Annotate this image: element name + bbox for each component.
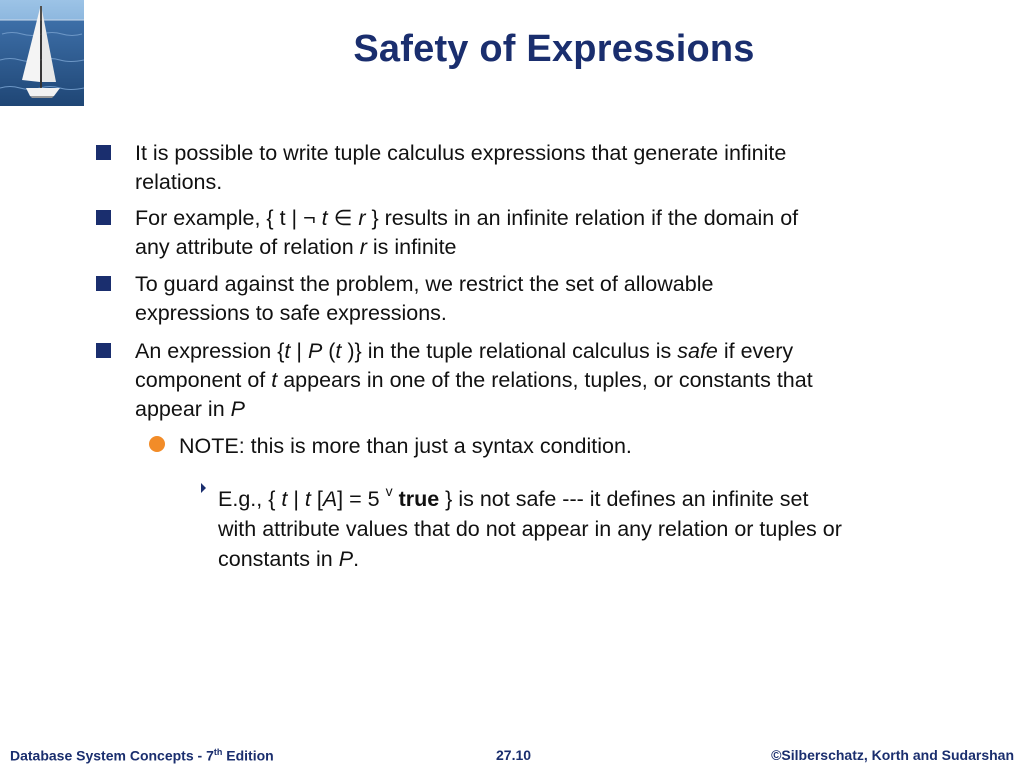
text-run: | [287,487,305,511]
text-run: )} in the tuple relational calculus is [341,339,678,363]
var-t: t [281,487,288,511]
negation-symbol: ¬ [303,206,316,230]
text-run: . [353,547,360,571]
text-run: } is not safe --- it defines an infinite set [439,487,809,511]
text-run: th [213,747,223,757]
footer-copyright: ©Silberschatz, Korth and Sudarshan [771,747,1014,763]
triangle-bullet-icon [199,476,209,496]
text-run: } results in an infinite relation if the domain of [365,206,799,230]
footer-slide-number: 27.10 [496,747,532,763]
bullet-4-line-2 [135,366,915,395]
text-run: is infinite [366,235,457,259]
text-run: [ [310,487,323,511]
var-p: P [307,339,323,363]
bullet-1-line-2: relations. [135,170,223,194]
text-run: E.g., { [218,487,282,511]
text-run: if every [717,339,794,363]
var-r: r [359,235,367,259]
bullet-2-line-2 [135,233,915,262]
example-line-2: with attribute values that do not appear in any relation or tuples or [218,517,842,541]
square-bullet-icon [96,343,111,358]
footer-book-title [10,747,274,764]
var-p: P [230,397,245,421]
square-bullet-icon [96,276,111,291]
bullet-3-line-1: To guard against the problem, we restrict the set of allowable [135,272,714,296]
var-t: t [335,339,342,363]
var-t: t [271,368,278,392]
note-text: NOTE: this is more than just a syntax condition. [179,434,632,458]
bullet-4-line-3 [135,395,915,424]
var-t: t [284,339,291,363]
var-t: t [304,487,311,511]
text-run: An expression { [135,339,285,363]
text-run: any attribute of relation [135,235,360,259]
or-symbol: v [385,483,393,499]
example-line-1 [218,476,933,514]
text-run: ( [322,339,336,363]
example-line-3 [218,544,933,574]
term-true: true [398,487,440,511]
text-run: For example, { t | [135,206,304,230]
square-bullet-icon [96,210,111,225]
bullet-1-line-1: It is possible to write tuple calculus expressions that generate infinite [135,141,787,165]
text-run: Database System Concepts - 7 [10,747,214,764]
element-of-symbol: ∈ [333,206,353,230]
var-a: A [322,487,338,511]
bullet-3-line-2: expressions to safe expressions. [135,301,447,325]
var-t: t [315,206,334,230]
text-run: component of [135,368,272,392]
square-bullet-icon [96,145,111,160]
bullet-4-line-1 [135,337,915,366]
circle-bullet-icon [149,436,165,452]
slide-title: Safety of Expressions [353,28,755,70]
var-r: r [358,206,366,230]
text-run: | [290,339,308,363]
bullet-2-line-1 [135,204,915,233]
text-run: appear in [135,397,231,421]
slide-footer [0,740,1024,768]
var-p: P [338,547,354,571]
term-safe: safe [677,339,718,363]
text-run: ] = 5 [337,487,386,511]
text-run: Edition [222,747,274,764]
text-run: constants in [218,547,339,571]
text-run: appears in one of the relations, tuples, or constants that [277,368,813,392]
